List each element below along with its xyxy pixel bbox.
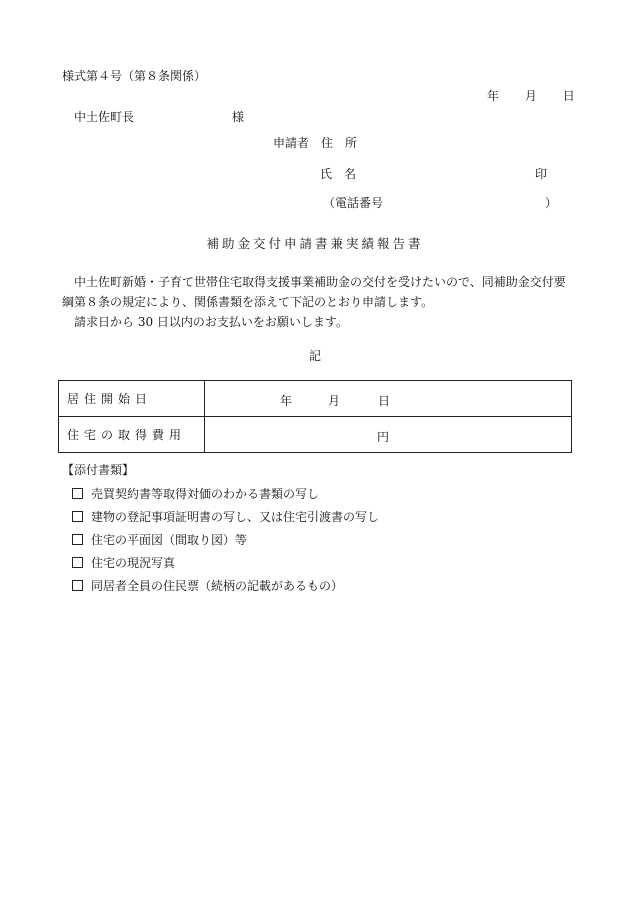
move-in-date-label: 居住開始日: [59, 381, 205, 417]
attachments-heading: 【添付書類】: [62, 463, 135, 477]
acquisition-cost-value: [205, 417, 572, 453]
checkbox-icon: [72, 534, 83, 545]
checkbox-icon: [72, 580, 83, 591]
applicant-name-label: 氏 名: [320, 167, 357, 181]
checkbox-icon: [72, 511, 83, 522]
list-item: 住宅の現況写真: [72, 556, 379, 579]
list-item: 同居者全員の住民票（続柄の記載があるもの）: [72, 579, 379, 602]
applicant-address-label: 申請者 住 所: [273, 136, 358, 150]
addressee: [74, 111, 244, 123]
move-in-day: 日: [378, 394, 391, 408]
phone-close-paren: ）: [545, 196, 558, 210]
table-row-acquisition-cost: [59, 417, 572, 453]
seal-mark: 印: [535, 167, 548, 181]
attachments-list: [72, 487, 379, 602]
list-item: 建物の登記事項証明書の写し、又は住宅引渡書の写し: [72, 510, 379, 533]
date-day: 日: [562, 89, 575, 103]
addressee-name: 中土佐町長: [74, 110, 135, 124]
addressee-honorific: 様: [232, 110, 245, 124]
document-title: 補助金交付申請書兼実績報告書: [206, 236, 424, 251]
applicant-phone-row: [323, 196, 558, 210]
applicant-name-row: [320, 167, 548, 181]
body-paragraph-1: 中土佐町新婚・子育て世帯住宅取得支援事業補助金の交付を受けたいので、同補助金交付要綱第８条の規定により、関係書類を添えて下記のとおり申請します。: [62, 275, 566, 309]
ki-heading: 記: [308, 349, 321, 363]
info-table: [58, 380, 572, 453]
checkbox-icon: [72, 557, 83, 568]
date-month: 月: [524, 89, 537, 103]
yen-unit: 円: [377, 430, 390, 444]
body-text: [62, 272, 574, 332]
form-number: 様式第４号（第８条関係）: [62, 69, 207, 83]
list-item: 住宅の平面図（間取り図）等: [72, 533, 379, 556]
list-item: 売買契約書等取得対価のわかる書類の写し: [72, 487, 379, 510]
body-paragraph-2: 請求日から 30 日以内のお支払いをお願いします。: [74, 315, 348, 329]
submission-date: [487, 90, 575, 102]
move-in-date-value: [205, 381, 572, 417]
checkbox-icon: [72, 488, 83, 499]
table-row-move-in-date: [59, 381, 572, 417]
move-in-year: 年: [280, 394, 293, 408]
acquisition-cost-label: 住宅の取得費用: [59, 417, 205, 453]
date-year: 年: [487, 89, 500, 103]
move-in-month: 月: [328, 394, 341, 408]
phone-label: （電話番号: [323, 196, 384, 210]
